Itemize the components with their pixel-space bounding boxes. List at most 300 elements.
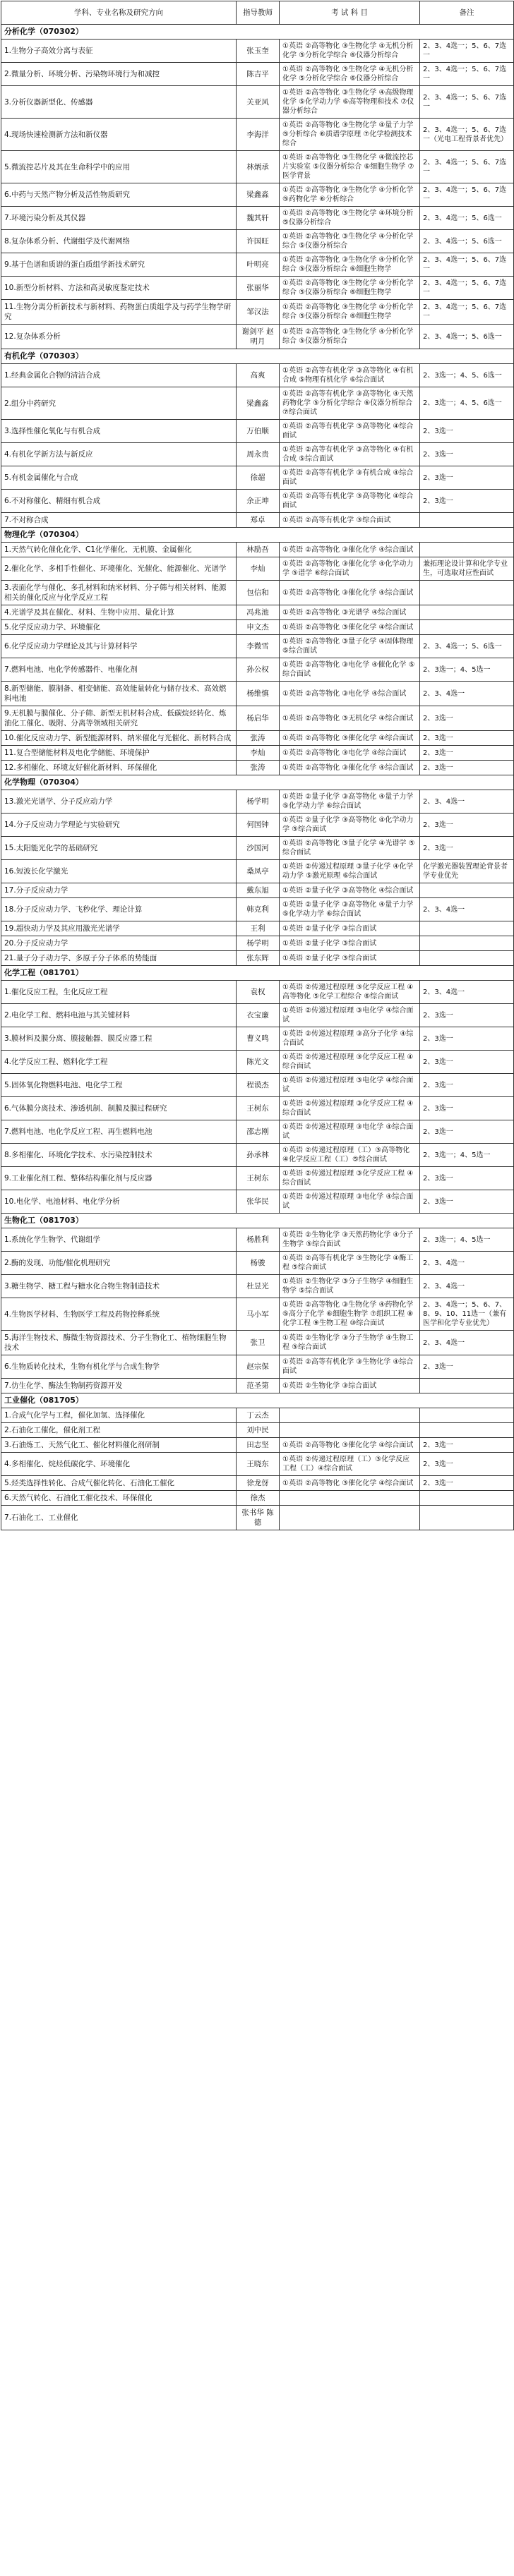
exam-cell: ①英语 ②高等物化 ③生物化学 ④分析化学综合 ⑤仪器分析综合 ⑥细胞生物学 bbox=[280, 300, 420, 325]
note-cell bbox=[420, 936, 514, 951]
section-title: 有机化学 bbox=[4, 351, 35, 361]
teacher-cell: 张书华 陈德 bbox=[237, 1506, 280, 1530]
direction-cell: 1.生物分子高效分离与表征 bbox=[1, 40, 237, 63]
section-row bbox=[1, 349, 514, 364]
direction-cell: 1.合成气化学与工程，催化加氢、选择催化 bbox=[1, 1408, 237, 1423]
table-row bbox=[1, 761, 514, 775]
note-cell: 2、3、4选一 bbox=[420, 981, 514, 1004]
note-cell: 2、3选一 bbox=[420, 1120, 514, 1144]
note-cell bbox=[420, 921, 514, 936]
note-cell: 2、3、4选一 bbox=[420, 1275, 514, 1298]
direction-cell: 7.仿生化学、酶法生物制药资源开发 bbox=[1, 1379, 237, 1393]
exam-cell: ①英语 ②高等物化 ③催化化学 ④综合面试 bbox=[280, 543, 420, 557]
teacher-cell: 陈吉平 bbox=[237, 63, 280, 86]
teacher-cell: 张东辉 bbox=[237, 951, 280, 966]
note-cell: 2、3选一 bbox=[420, 837, 514, 860]
teacher-cell: 徐超 bbox=[237, 466, 280, 490]
exam-cell: ①英语 ②传递过程原理 ③化学反应工程 ④综合面试 bbox=[280, 1167, 420, 1190]
exam-cell: ①英语 ②量子化学 ③高等物化 ④量子力学 ⑤化学动力学 ⑥综合面试 bbox=[280, 898, 420, 921]
note-cell bbox=[420, 1408, 514, 1423]
direction-cell: 1.经典金属化合物的清洁合成 bbox=[1, 364, 237, 387]
note-cell: 2、3选一 bbox=[420, 1190, 514, 1214]
teacher-cell: 林励吾 bbox=[237, 543, 280, 557]
teacher-cell: 曹义鸣 bbox=[237, 1027, 280, 1051]
teacher-cell: 李微雪 bbox=[237, 635, 280, 658]
note-cell: 2、3选一 bbox=[420, 1438, 514, 1453]
exam-cell: ①英语 ②高等物化 ③量子化学 ④光谱学 ⑤综合面试 bbox=[280, 837, 420, 860]
section-code: （081701） bbox=[35, 968, 83, 977]
direction-cell: 8.新型储能、膜制备、相变储能、高效能量转化与储存技术、高效燃料电池 bbox=[1, 682, 237, 706]
direction-cell: 11.生物分离分析新技术与新材料、药物蛋白质组学及与药学生物学研究 bbox=[1, 300, 237, 325]
exam-cell: ①英语 ②高等有机化学 ③高等物化 ④有机合成 ⑤综合面试 bbox=[280, 443, 420, 466]
teacher-cell: 杨启华 bbox=[237, 706, 280, 731]
section-row bbox=[1, 966, 514, 981]
note-cell: 2、3选一 bbox=[420, 1167, 514, 1190]
note-cell: 2、3选一 bbox=[420, 814, 514, 837]
section-code: （070303） bbox=[35, 351, 83, 361]
teacher-cell: 冯兆池 bbox=[237, 605, 280, 620]
table-row bbox=[1, 466, 514, 490]
section-title-cell bbox=[1, 775, 514, 790]
table-row bbox=[1, 557, 514, 581]
note-cell: 2、3选一；4、5选一 bbox=[420, 1228, 514, 1252]
teacher-cell: 李灿 bbox=[237, 557, 280, 581]
note-cell: 2、3选一 bbox=[420, 420, 514, 443]
teacher-cell: 杨骏 bbox=[237, 1252, 280, 1275]
direction-cell: 5.化学反应动力学、环境催化 bbox=[1, 620, 237, 635]
note-cell: 2、3选一 bbox=[420, 490, 514, 513]
exam-cell: ①英语 ②传递过程原理 ③化学反应工程 ④高等物化 ⑤化学工程综合 ⑥综合面试 bbox=[280, 981, 420, 1004]
note-cell: 2、3选一 bbox=[420, 706, 514, 731]
teacher-cell: 孙承林 bbox=[237, 1144, 280, 1167]
teacher-cell: 杨学明 bbox=[237, 790, 280, 814]
teacher-cell: 徐杰 bbox=[237, 1491, 280, 1506]
direction-cell: 1.催化反应工程，生化反应工程 bbox=[1, 981, 237, 1004]
section-code: （081705） bbox=[35, 1396, 83, 1405]
teacher-cell: 梁鑫淼 bbox=[237, 387, 280, 420]
exam-cell: ①英语 ②高等物化 ③生物化学 ④分析化学综合 ⑤仪器分析综合 ⑥细胞生物学 bbox=[280, 277, 420, 300]
note-cell: 兼拓理论设计算和化学专业生，可选取对应性面试 bbox=[420, 557, 514, 581]
teacher-cell: 赵宗保 bbox=[237, 1355, 280, 1379]
exam-cell bbox=[280, 1423, 420, 1438]
note-cell: 2、3选一 bbox=[420, 1004, 514, 1027]
note-cell bbox=[420, 1506, 514, 1530]
teacher-cell: 杜昱光 bbox=[237, 1275, 280, 1298]
teacher-cell: 谢剑平 赵明月 bbox=[237, 325, 280, 349]
exam-cell: ①英语 ②传递过程原理（工）③化学反应工程（工）④综合面试 bbox=[280, 1453, 420, 1476]
direction-cell: 2.催化化学、多相手性催化、环境催化、光催化、能源催化、光谱学 bbox=[1, 557, 237, 581]
table-row bbox=[1, 706, 514, 731]
table-row bbox=[1, 1144, 514, 1167]
direction-cell: 7.环境污染分析及其仪器 bbox=[1, 207, 237, 230]
direction-cell: 2.组分中药研究 bbox=[1, 387, 237, 420]
note-cell: 2、3选一 bbox=[420, 1355, 514, 1379]
table-row bbox=[1, 1331, 514, 1355]
teacher-cell: 陈光文 bbox=[237, 1051, 280, 1074]
note-cell: 2、3、4选一；5、6选一 bbox=[420, 207, 514, 230]
direction-cell: 4.多相催化、烷烃低碳化学、环境催化 bbox=[1, 1453, 237, 1476]
exam-cell: ①英语 ②高等物化 ③电化学 ④综合面试 bbox=[280, 746, 420, 761]
teacher-cell: 魏其轩 bbox=[237, 207, 280, 230]
note-cell: 2、3选一；4、5、6选一 bbox=[420, 364, 514, 387]
table-row bbox=[1, 837, 514, 860]
table-row bbox=[1, 898, 514, 921]
direction-cell: 9.工业催化剂工程、整体结构催化剂与反应器 bbox=[1, 1167, 237, 1190]
note-cell: 2、3、4选一；5、6选一 bbox=[420, 230, 514, 253]
note-cell: 2、3选一 bbox=[420, 1476, 514, 1491]
table-row bbox=[1, 1298, 514, 1331]
exam-cell: ①英语 ②高等物化 ③生物化学 ④分析化学 ⑤药物化学 ⑥分析综合 bbox=[280, 183, 420, 207]
exam-cell: ①英语 ②高等有机化学 ③生物化学 ④综合面试 bbox=[280, 1355, 420, 1379]
table-row bbox=[1, 151, 514, 183]
teacher-cell: 沙国河 bbox=[237, 837, 280, 860]
table-row bbox=[1, 1453, 514, 1476]
teacher-cell: 王晓东 bbox=[237, 1453, 280, 1476]
direction-cell: 18.分子反应动力学、飞秒化学、理论计算 bbox=[1, 898, 237, 921]
direction-cell: 13.激光光谱学、分子反应动力学 bbox=[1, 790, 237, 814]
note-cell: 2、3、4选一；5、6、7选一 bbox=[420, 277, 514, 300]
table-body bbox=[1, 25, 514, 1530]
exam-cell: ①英语 ②传递过程原理 ③化学反应工程 ④综合面试 bbox=[280, 1051, 420, 1074]
exam-cell: ①英语 ②高等物化 ③生物化学 ④分析化学综合 ⑤仪器分析综合 ⑥细胞生物学 bbox=[280, 253, 420, 277]
note-cell: 2、3、4选一；5、6、7选一 bbox=[420, 86, 514, 119]
section-row bbox=[1, 775, 514, 790]
exam-cell: ①英语 ②传递过程原理 ③量子化学 ④化学动力学 ⑤激光原理 ⑥综合面试 bbox=[280, 860, 420, 883]
teacher-cell: 包信和 bbox=[237, 581, 280, 605]
table-row bbox=[1, 746, 514, 761]
direction-cell: 3.分析仪器新型化、传感器 bbox=[1, 86, 237, 119]
exam-cell: ①英语 ②高等物化 ③生物化学 ④分析化学综合 ⑤仪器分析综合 bbox=[280, 325, 420, 349]
exam-cell: ①英语 ②高等物化 ③生物化学 ④无机分析化学 ⑤分析化学综合 ⑥仪器分析综合 bbox=[280, 40, 420, 63]
teacher-cell: 杨学明 bbox=[237, 936, 280, 951]
teacher-cell: 余正坤 bbox=[237, 490, 280, 513]
direction-cell: 10.电化学、电池材料、电化学分析 bbox=[1, 1190, 237, 1214]
table-row bbox=[1, 1379, 514, 1393]
teacher-cell: 张丽华 bbox=[237, 277, 280, 300]
table-row bbox=[1, 1190, 514, 1214]
exam-cell: ①英语 ②高等物化 ③催化化学 ④综合面试 bbox=[280, 1438, 420, 1453]
note-cell: 2、3选一 bbox=[420, 761, 514, 775]
table-row bbox=[1, 443, 514, 466]
note-cell: 2、3选一 bbox=[420, 731, 514, 746]
table-row bbox=[1, 543, 514, 557]
direction-cell: 3.糖生物学、糖工程与糖水化合物生物制造技术 bbox=[1, 1275, 237, 1298]
note-cell bbox=[420, 605, 514, 620]
direction-cell: 5.固体氧化物燃料电池、电化学工程 bbox=[1, 1074, 237, 1097]
direction-cell: 7.燃料电池、电化学反应工程、再生燃料电池 bbox=[1, 1120, 237, 1144]
teacher-cell: 梁鑫淼 bbox=[237, 183, 280, 207]
section-row bbox=[1, 1393, 514, 1408]
exam-cell: ①英语 ②量子化学 ③综合面试 bbox=[280, 951, 420, 966]
exam-cell: ①英语 ②高等物化 ③生物化学 ④高级物理化学 ⑤化学动力学 ⑥高等物理和技术 ⑦仪器分析综合 bbox=[280, 86, 420, 119]
section-code: （081703） bbox=[35, 1216, 83, 1225]
teacher-cell: 许国旺 bbox=[237, 230, 280, 253]
table-row bbox=[1, 1355, 514, 1379]
exam-cell: ①英语 ②生物化学 ③分子生物学 ④生物工程 ⑤综合面试 bbox=[280, 1331, 420, 1355]
direction-cell: 5.烃类选择性转化、合成气催化转化、石油化工催化 bbox=[1, 1476, 237, 1491]
section-title: 工业催化 bbox=[4, 1396, 35, 1405]
section-title: 分析化学 bbox=[4, 27, 35, 36]
direction-cell: 4.光谱学及其在催化、材料、生物中应用、量化计算 bbox=[1, 605, 237, 620]
table-row bbox=[1, 1476, 514, 1491]
table-row bbox=[1, 790, 514, 814]
section-title-cell bbox=[1, 349, 514, 364]
section-title-cell bbox=[1, 1214, 514, 1228]
section-title: 化学工程 bbox=[4, 968, 35, 977]
direction-cell: 14.分子反应动力学理论与实验研究 bbox=[1, 814, 237, 837]
direction-cell: 2.酶的发现、功能/催化机理研究 bbox=[1, 1252, 237, 1275]
table-row bbox=[1, 814, 514, 837]
exam-cell: ①英语 ②生物化学 ③综合面试 bbox=[280, 1379, 420, 1393]
note-cell: 2、3、4选一；5、6、7选一 bbox=[420, 183, 514, 207]
exam-cell: ①英语 ②高等物化 ③无机化学 ④综合面试 bbox=[280, 706, 420, 731]
section-title: 化学物理 bbox=[4, 778, 35, 787]
direction-cell: 4.现场快速检测新方法和新仪器 bbox=[1, 119, 237, 151]
table-row bbox=[1, 1167, 514, 1190]
header-major: 学科、专业名称及研究方向 bbox=[1, 1, 237, 25]
direction-cell: 6.中药与天然产物分析及活性物质研究 bbox=[1, 183, 237, 207]
teacher-cell: 周永贵 bbox=[237, 443, 280, 466]
exam-cell: ①英语 ②传递过程原理（工）③高等物化 ④化学反应工程（工）⑤综合面试 bbox=[280, 1144, 420, 1167]
section-code: （070302） bbox=[35, 27, 83, 36]
table-row bbox=[1, 86, 514, 119]
teacher-cell: 韩克利 bbox=[237, 898, 280, 921]
teacher-cell: 杨维慎 bbox=[237, 682, 280, 706]
exam-cell: ①英语 ②传递过程原理 ③电化学 ④综合面试 bbox=[280, 1120, 420, 1144]
table-row bbox=[1, 605, 514, 620]
direction-cell: 16.短波长化学激光 bbox=[1, 860, 237, 883]
note-cell bbox=[420, 513, 514, 528]
exam-cell: ①英语 ②高等物化 ③催化化学 ④综合面试 bbox=[280, 620, 420, 635]
note-cell: 2、3、4选一 bbox=[420, 898, 514, 921]
teacher-cell: 田志坚 bbox=[237, 1438, 280, 1453]
table-row bbox=[1, 860, 514, 883]
section-code: （070304） bbox=[35, 778, 83, 787]
direction-cell: 7.不对称合成 bbox=[1, 513, 237, 528]
teacher-cell: 戴东旭 bbox=[237, 883, 280, 898]
exam-cell: ①英语 ②量子化学 ③高等物化 ④化学动力学 ⑤综合面试 bbox=[280, 814, 420, 837]
note-cell: 2、3、4选一 bbox=[420, 1252, 514, 1275]
direction-cell: 21.量子分子动力学、多原子分子体系的势能面 bbox=[1, 951, 237, 966]
direction-cell: 2.石油化工催化，催化剂工程 bbox=[1, 1423, 237, 1438]
exam-cell: ①英语 ②量子化学 ③高等物化 ④综合面试 bbox=[280, 883, 420, 898]
direction-cell: 8.多相催化、环境化学技术、水污染控制技术 bbox=[1, 1144, 237, 1167]
exam-cell: ①英语 ②生物化学 ③分子生物学 ④细胞生物学 ⑤综合面试 bbox=[280, 1275, 420, 1298]
header-teacher: 指导教师 bbox=[237, 1, 280, 25]
teacher-cell: 衣宝廉 bbox=[237, 1004, 280, 1027]
teacher-cell: 李海洋 bbox=[237, 119, 280, 151]
direction-cell: 12.复杂体系分析 bbox=[1, 325, 237, 349]
teacher-cell: 张玉奎 bbox=[237, 40, 280, 63]
direction-cell: 6.生物质转化技术，生物有机化学与合成生物学 bbox=[1, 1355, 237, 1379]
teacher-cell: 袁权 bbox=[237, 981, 280, 1004]
table-row bbox=[1, 1051, 514, 1074]
table-row bbox=[1, 253, 514, 277]
table-row bbox=[1, 1275, 514, 1298]
teacher-cell: 邵志刚 bbox=[237, 1120, 280, 1144]
note-cell: 2、3、4选一；5、6选一 bbox=[420, 325, 514, 349]
note-cell bbox=[420, 1379, 514, 1393]
exam-cell: ①英语 ②高等有机化学 ③高等物化 ④有机合成 ⑤物理有机化学 ⑥综合面试 bbox=[280, 364, 420, 387]
note-cell: 2、3、4选一；5、6、7选一 bbox=[420, 300, 514, 325]
direction-cell: 10.催化反应动力学、新型能源材料、纳米催化与光催化、新材料合成 bbox=[1, 731, 237, 746]
section-title-cell bbox=[1, 25, 514, 40]
section-title-cell bbox=[1, 1393, 514, 1408]
teacher-cell: 王树东 bbox=[237, 1167, 280, 1190]
exam-cell: ①英语 ②高等有机化学 ③高等物化 ④天然药物化学 ⑤分析化学综合 ⑥仪器分析综合 ⑦综合面试 bbox=[280, 387, 420, 420]
direction-cell: 3.表面化学与催化、多孔材料和纳米材料、分子筛与相关材料、能源相关的催化反应与化学反应工程 bbox=[1, 581, 237, 605]
exam-cell: ①英语 ②高等有机化学 ③高等物化 ④综合面试 bbox=[280, 420, 420, 443]
exam-cell: ①英语 ②高等物化 ③生物化学 ④量子力学 ⑤分析综合 ⑥质谱学原理 ⑦化学检测技术综合 bbox=[280, 119, 420, 151]
direction-cell: 3.膜材料及膜分离、膜接触器、膜反应器工程 bbox=[1, 1027, 237, 1051]
table-row bbox=[1, 1074, 514, 1097]
note-cell bbox=[420, 581, 514, 605]
teacher-cell: 邹汉法 bbox=[237, 300, 280, 325]
teacher-cell: 叶明亮 bbox=[237, 253, 280, 277]
exam-cell: ①英语 ②量子化学 ③高等物化 ④量子力学 ⑤化学动力学 ⑥综合面试 bbox=[280, 790, 420, 814]
note-cell bbox=[420, 1423, 514, 1438]
direction-cell: 11.复合型储能材料及电化学储能、环境保护 bbox=[1, 746, 237, 761]
note-cell bbox=[420, 883, 514, 898]
section-code: （070304） bbox=[35, 530, 83, 539]
header-exam: 考 试 科 目 bbox=[280, 1, 420, 25]
note-cell: 2、3选一 bbox=[420, 746, 514, 761]
teacher-cell: 程谟杰 bbox=[237, 1074, 280, 1097]
table-row bbox=[1, 300, 514, 325]
section-row bbox=[1, 1214, 514, 1228]
table-row bbox=[1, 230, 514, 253]
note-cell: 2、3选一 bbox=[420, 1453, 514, 1476]
note-cell: 2、3、4选一；5、6选一 bbox=[420, 635, 514, 658]
direction-cell: 20.分子反应动力学 bbox=[1, 936, 237, 951]
note-cell: 2、3、4选一；5、6、7选一 bbox=[420, 151, 514, 183]
table-row bbox=[1, 658, 514, 682]
exam-cell: ①英语 ②传递过程原理 ③高分子化学 ④综合面试 bbox=[280, 1027, 420, 1051]
table-row bbox=[1, 183, 514, 207]
table-row bbox=[1, 936, 514, 951]
exam-cell: ①英语 ②传递过程原理 ③化学反应工程 ④综合面试 bbox=[280, 1097, 420, 1120]
section-title: 生物化工 bbox=[4, 1216, 35, 1225]
exam-cell: ①英语 ②高等有机化学 ③综合面试 bbox=[280, 513, 420, 528]
table-row bbox=[1, 1097, 514, 1120]
teacher-cell: 何国钟 bbox=[237, 814, 280, 837]
exam-cell bbox=[280, 1491, 420, 1506]
table-row bbox=[1, 883, 514, 898]
exam-cell: ①英语 ②高等物化 ③催化化学 ④化学动力学 ⑤谱学 ⑥综合面试 bbox=[280, 557, 420, 581]
exam-cell: ①英语 ②高等物化 ③生物化学 ④微流控芯片实验室 ⑤仪器分析综合 ⑥细胞生物学 ⑦医学背景 bbox=[280, 151, 420, 183]
exam-cell: ①英语 ②高等物化 ③催化化学 ④综合面试 bbox=[280, 1476, 420, 1491]
direction-cell: 15.太阳能光化学的基础研究 bbox=[1, 837, 237, 860]
table-row bbox=[1, 325, 514, 349]
direction-cell: 9.无机膜与膜催化、分子筛、新型无机材料合成、低碳烷烃转化、炼油化工催化、吸附、分离等领域相关研究 bbox=[1, 706, 237, 731]
table-row bbox=[1, 119, 514, 151]
table-row bbox=[1, 951, 514, 966]
exam-cell: ①英语 ②高等有机化学 ③生物化学 ④酶工程 ⑤综合面试 bbox=[280, 1252, 420, 1275]
note-cell bbox=[420, 951, 514, 966]
document-page bbox=[1, 1, 508, 1530]
note-cell: 2、3选一 bbox=[420, 1097, 514, 1120]
table-row bbox=[1, 277, 514, 300]
teacher-cell: 郑卓 bbox=[237, 513, 280, 528]
teacher-cell: 王树东 bbox=[237, 1097, 280, 1120]
teacher-cell: 孙公权 bbox=[237, 658, 280, 682]
exam-cell: ①英语 ②高等物化 ③生物化学 ④无机分析化学 ⑤分析化学综合 ⑥仪器分析综合 bbox=[280, 63, 420, 86]
teacher-cell: 王利 bbox=[237, 921, 280, 936]
exam-cell bbox=[280, 1408, 420, 1423]
note-cell: 2、3选一 bbox=[420, 1051, 514, 1074]
direction-cell: 5.海洋生物技术、酶微生物资源技术、分子生物化工、植物细胞生物技术 bbox=[1, 1331, 237, 1355]
direction-cell: 7.燃料电池、电化学传感器件、电催化剂 bbox=[1, 658, 237, 682]
note-cell: 2、3、4选一 bbox=[420, 1331, 514, 1355]
teacher-cell: 桑凤亭 bbox=[237, 860, 280, 883]
direction-cell: 1.系统化学生物学、代谢组学 bbox=[1, 1228, 237, 1252]
table-row bbox=[1, 420, 514, 443]
direction-cell: 3.选择性催化氧化与有机合成 bbox=[1, 420, 237, 443]
section-title: 物理化学 bbox=[4, 530, 35, 539]
exam-cell: ①英语 ②高等物化 ③生物化学 ④分析化学综合 ⑤仪器分析综合 bbox=[280, 230, 420, 253]
teacher-cell: 张卫 bbox=[237, 1331, 280, 1355]
note-cell: 2、3、4选一 bbox=[420, 682, 514, 706]
exam-cell: ①英语 ②高等物化 ③催化化学 ④综合面试 bbox=[280, 731, 420, 746]
table-row bbox=[1, 620, 514, 635]
note-cell bbox=[420, 620, 514, 635]
direction-cell: 8.复杂体系分析、代谢组学及代谢网络 bbox=[1, 230, 237, 253]
teacher-cell: 杨胜利 bbox=[237, 1228, 280, 1252]
table-row bbox=[1, 1027, 514, 1051]
table-row bbox=[1, 364, 514, 387]
exam-cell: ①英语 ②量子化学 ③综合面试 bbox=[280, 921, 420, 936]
table-row bbox=[1, 635, 514, 658]
direction-cell: 2.电化学工程、燃料电池与其关键材料 bbox=[1, 1004, 237, 1027]
teacher-cell: 高爽 bbox=[237, 364, 280, 387]
table-row bbox=[1, 1438, 514, 1453]
direction-cell: 1.天然气转化催化化学、C1化学催化、无机膜、金属催化 bbox=[1, 543, 237, 557]
direction-cell: 9.基于色谱和质谱的蛋白质组学新技术研究 bbox=[1, 253, 237, 277]
direction-cell: 6.不对称催化、精细有机合成 bbox=[1, 490, 237, 513]
exam-cell: ①英语 ②高等物化 ③生物化学 ④药物化学 ⑤高分子化学 ⑥细胞生物学 ⑦组织工程 ⑧化学工程 ⑨生物工程 ⑩综合面试 bbox=[280, 1298, 420, 1331]
note-cell: 2、3、4选一；5、6、7选一（光电工程背景者优先） bbox=[420, 119, 514, 151]
table-row bbox=[1, 981, 514, 1004]
exam-cell: ①英语 ②高等物化 ③光谱学 ④综合面试 bbox=[280, 605, 420, 620]
table-row bbox=[1, 1408, 514, 1423]
note-cell: 2、3选一 bbox=[420, 1074, 514, 1097]
exam-cell: ①英语 ②高等物化 ③生物化学 ④环境分析 ⑤仪器分析综合 bbox=[280, 207, 420, 230]
table-row bbox=[1, 921, 514, 936]
note-cell: 2、3、4选一；5、6、7选一 bbox=[420, 253, 514, 277]
note-cell bbox=[420, 543, 514, 557]
exam-cell: ①英语 ②传递过程原理 ③电化学 ④综合面试 bbox=[280, 1074, 420, 1097]
note-cell: 2、3、4选一；5、6、7、8、9、10、11选一（兼有医学和化学专业优先） bbox=[420, 1298, 514, 1331]
direction-cell: 6.化学反应动力学理论及其与计算材料学 bbox=[1, 635, 237, 658]
section-title-cell bbox=[1, 528, 514, 543]
exam-cell: ①英语 ②高等物化 ③电化学 ④综合面试 bbox=[280, 682, 420, 706]
program-table bbox=[1, 1, 514, 1530]
exam-cell: ①英语 ②高等物化 ③电化学 ④催化化学 ⑤综合面试 bbox=[280, 658, 420, 682]
direction-cell: 4.生物医学材料、生物医学工程及药物控释系统 bbox=[1, 1298, 237, 1331]
direction-cell: 7.石油化工、工业催化 bbox=[1, 1506, 237, 1530]
header-row bbox=[1, 1, 514, 25]
table-row bbox=[1, 1506, 514, 1530]
section-row bbox=[1, 25, 514, 40]
exam-cell bbox=[280, 1506, 420, 1530]
table-row bbox=[1, 682, 514, 706]
table-row bbox=[1, 207, 514, 230]
teacher-cell: 张涛 bbox=[237, 731, 280, 746]
table-row bbox=[1, 1228, 514, 1252]
section-row bbox=[1, 528, 514, 543]
table-row bbox=[1, 581, 514, 605]
note-cell: 2、3选一 bbox=[420, 466, 514, 490]
